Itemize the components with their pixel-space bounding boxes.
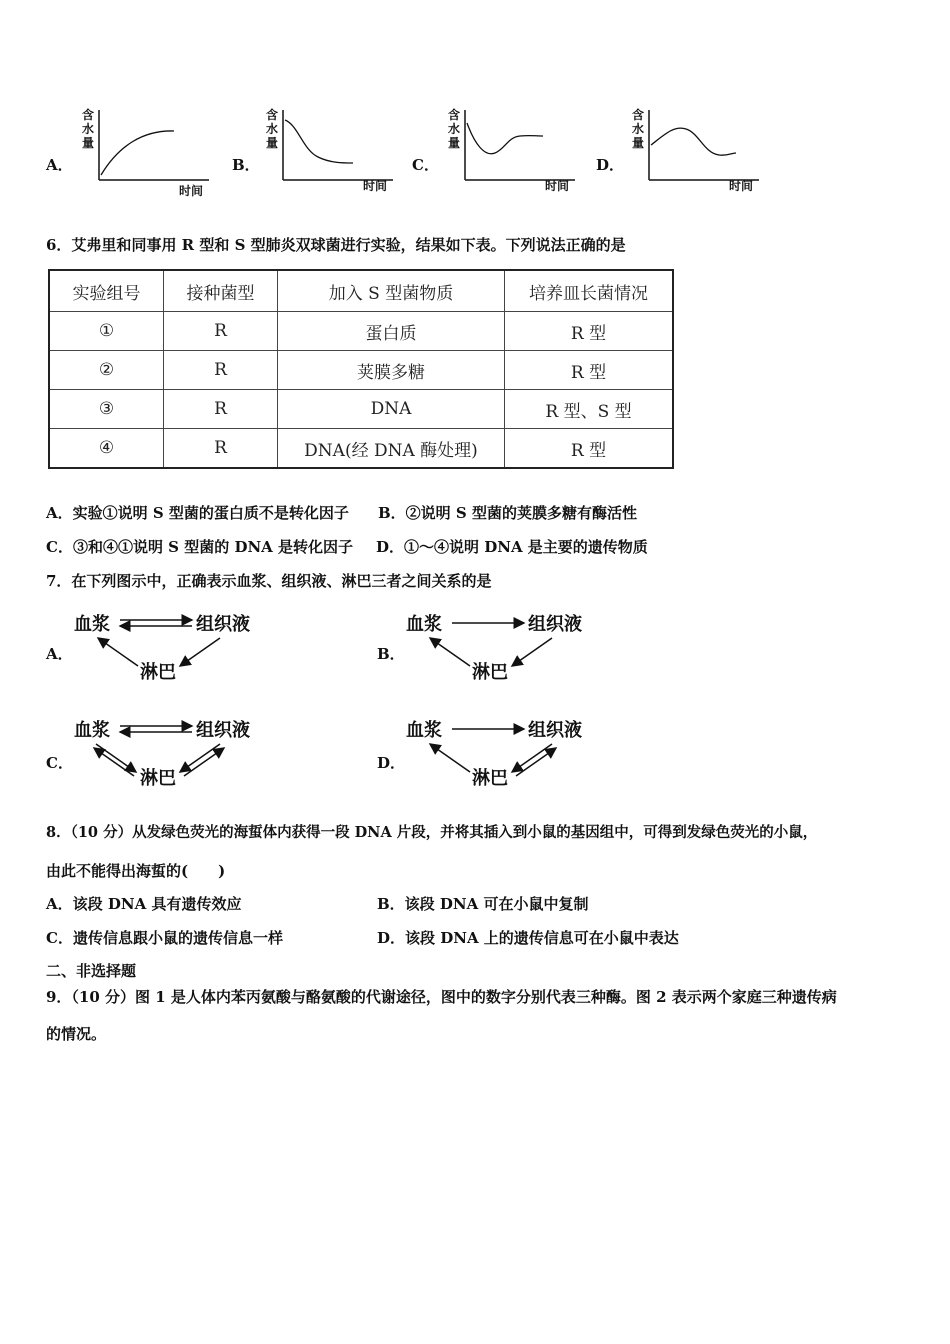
- table-row: ② R 荚膜多糖 R 型: [49, 351, 673, 390]
- q6-option-b: B．②说明 S 型菌的荚膜多糖有酶活性: [378, 504, 637, 522]
- q8-stem-line1: 8．（10 分）从发绿色荧光的海蜇体内获得一段 DNA 片段，并将其插入到小鼠的基因组中，可得到发绿色荧光的小鼠，: [46, 824, 818, 841]
- graph-c: [440, 105, 580, 204]
- svg-text:含: 含: [632, 108, 645, 122]
- svg-text:血浆: 血浆: [406, 614, 442, 635]
- q6-option-a: A．实验①说明 S 型菌的蛋白质不是转化因子: [46, 504, 349, 522]
- q7-option-b-label: B．: [377, 645, 405, 663]
- option-d-label: D．: [596, 156, 625, 174]
- svg-text:时间: 时间: [729, 179, 754, 193]
- experiment-table: [48, 269, 674, 469]
- q8-option-b: B．该段 DNA 可在小鼠中复制: [377, 895, 589, 913]
- diagram-c: [70, 712, 270, 801]
- q7-option-a-label: A．: [46, 645, 73, 663]
- svg-text:量: 量: [448, 136, 461, 150]
- svg-text:组织液: 组织液: [528, 720, 582, 741]
- svg-text:淋巴: 淋巴: [472, 662, 508, 683]
- q7-stem: 7．在下列图示中，正确表示血浆、组织液、淋巴三者之间关系的是: [46, 572, 492, 590]
- graph-b: [258, 105, 398, 204]
- ylabel-char: 量: [82, 136, 95, 150]
- svg-text:含: 含: [266, 108, 279, 122]
- option-a-label: A．: [46, 156, 73, 174]
- curve-b: [285, 120, 353, 163]
- svg-text:时间: 时间: [363, 179, 388, 193]
- graph-a: [74, 105, 214, 204]
- q8-option-d: D．该段 DNA 上的遗传信息可在小鼠中表达: [377, 929, 679, 947]
- svg-text:淋巴: 淋巴: [472, 768, 508, 789]
- q6-stem: 6．艾弗里和同事用 R 型和 S 型肺炎双球菌进行实验，结果如下表。下列说法正确的是: [46, 236, 626, 254]
- diagram-d: [402, 712, 602, 801]
- svg-text:组织液: 组织液: [528, 614, 582, 635]
- q6-option-d: D．①～④说明 DNA 是主要的遗传物质: [376, 538, 648, 556]
- svg-text:组织液: 组织液: [196, 720, 250, 741]
- q8-stem-line2: 由此不能得出海蜇的( ): [46, 862, 226, 880]
- table-row: ① R 蛋白质 R 型: [49, 312, 673, 351]
- svg-text:时间: 时间: [545, 179, 570, 193]
- section-title: 二、非选择题: [46, 962, 137, 980]
- diagram-b: [402, 606, 602, 695]
- q8-option-a: A．该段 DNA 具有遗传效应: [46, 895, 242, 913]
- svg-text:血浆: 血浆: [74, 720, 110, 741]
- ylabel-char: 含: [82, 108, 95, 122]
- node-plasma: 血浆: [74, 614, 110, 635]
- curve-a: [101, 131, 174, 175]
- svg-text:量: 量: [266, 136, 279, 150]
- q6-option-c: C．③和④①说明 S 型菌的 DNA 是转化因子: [46, 538, 354, 556]
- q9-stem-line2: 的情况。: [46, 1025, 107, 1043]
- svg-text:含: 含: [448, 108, 461, 122]
- diagram-a: [70, 606, 270, 695]
- q9-stem-line1: 9．（10 分）图 1 是人体内苯丙氨酸与酪氨酸的代谢途径，图中的数字分别代表三种酶。图 2 表示两个家庭三种遗传病: [46, 988, 837, 1006]
- table-row: ③ R DNA R 型、S 型: [49, 390, 673, 429]
- node-lymph: 淋巴: [140, 662, 176, 683]
- curve-d: [651, 128, 736, 155]
- q7-option-c-label: C．: [46, 754, 73, 772]
- table-header-row: 实验组号 接种菌型 加入 S 型菌物质 培养皿长菌情况: [49, 270, 673, 312]
- svg-text:量: 量: [632, 136, 645, 150]
- svg-text:血浆: 血浆: [406, 720, 442, 741]
- svg-text:水: 水: [448, 122, 461, 136]
- option-c-label: C．: [412, 156, 439, 174]
- ylabel-char: 水: [82, 122, 95, 136]
- node-tissue: 组织液: [196, 614, 250, 635]
- graph-d: [624, 105, 764, 204]
- table-row: ④ R DNA(经 DNA 酶处理) R 型: [49, 429, 673, 469]
- xlabel: 时间: [179, 184, 204, 198]
- svg-text:淋巴: 淋巴: [140, 768, 176, 789]
- q7-option-d-label: D．: [377, 754, 406, 772]
- curve-c: [467, 123, 543, 154]
- svg-text:水: 水: [632, 122, 645, 136]
- q8-option-c: C．遗传信息跟小鼠的遗传信息一样: [46, 929, 283, 947]
- svg-text:水: 水: [266, 122, 279, 136]
- option-b-label: B．: [232, 156, 260, 174]
